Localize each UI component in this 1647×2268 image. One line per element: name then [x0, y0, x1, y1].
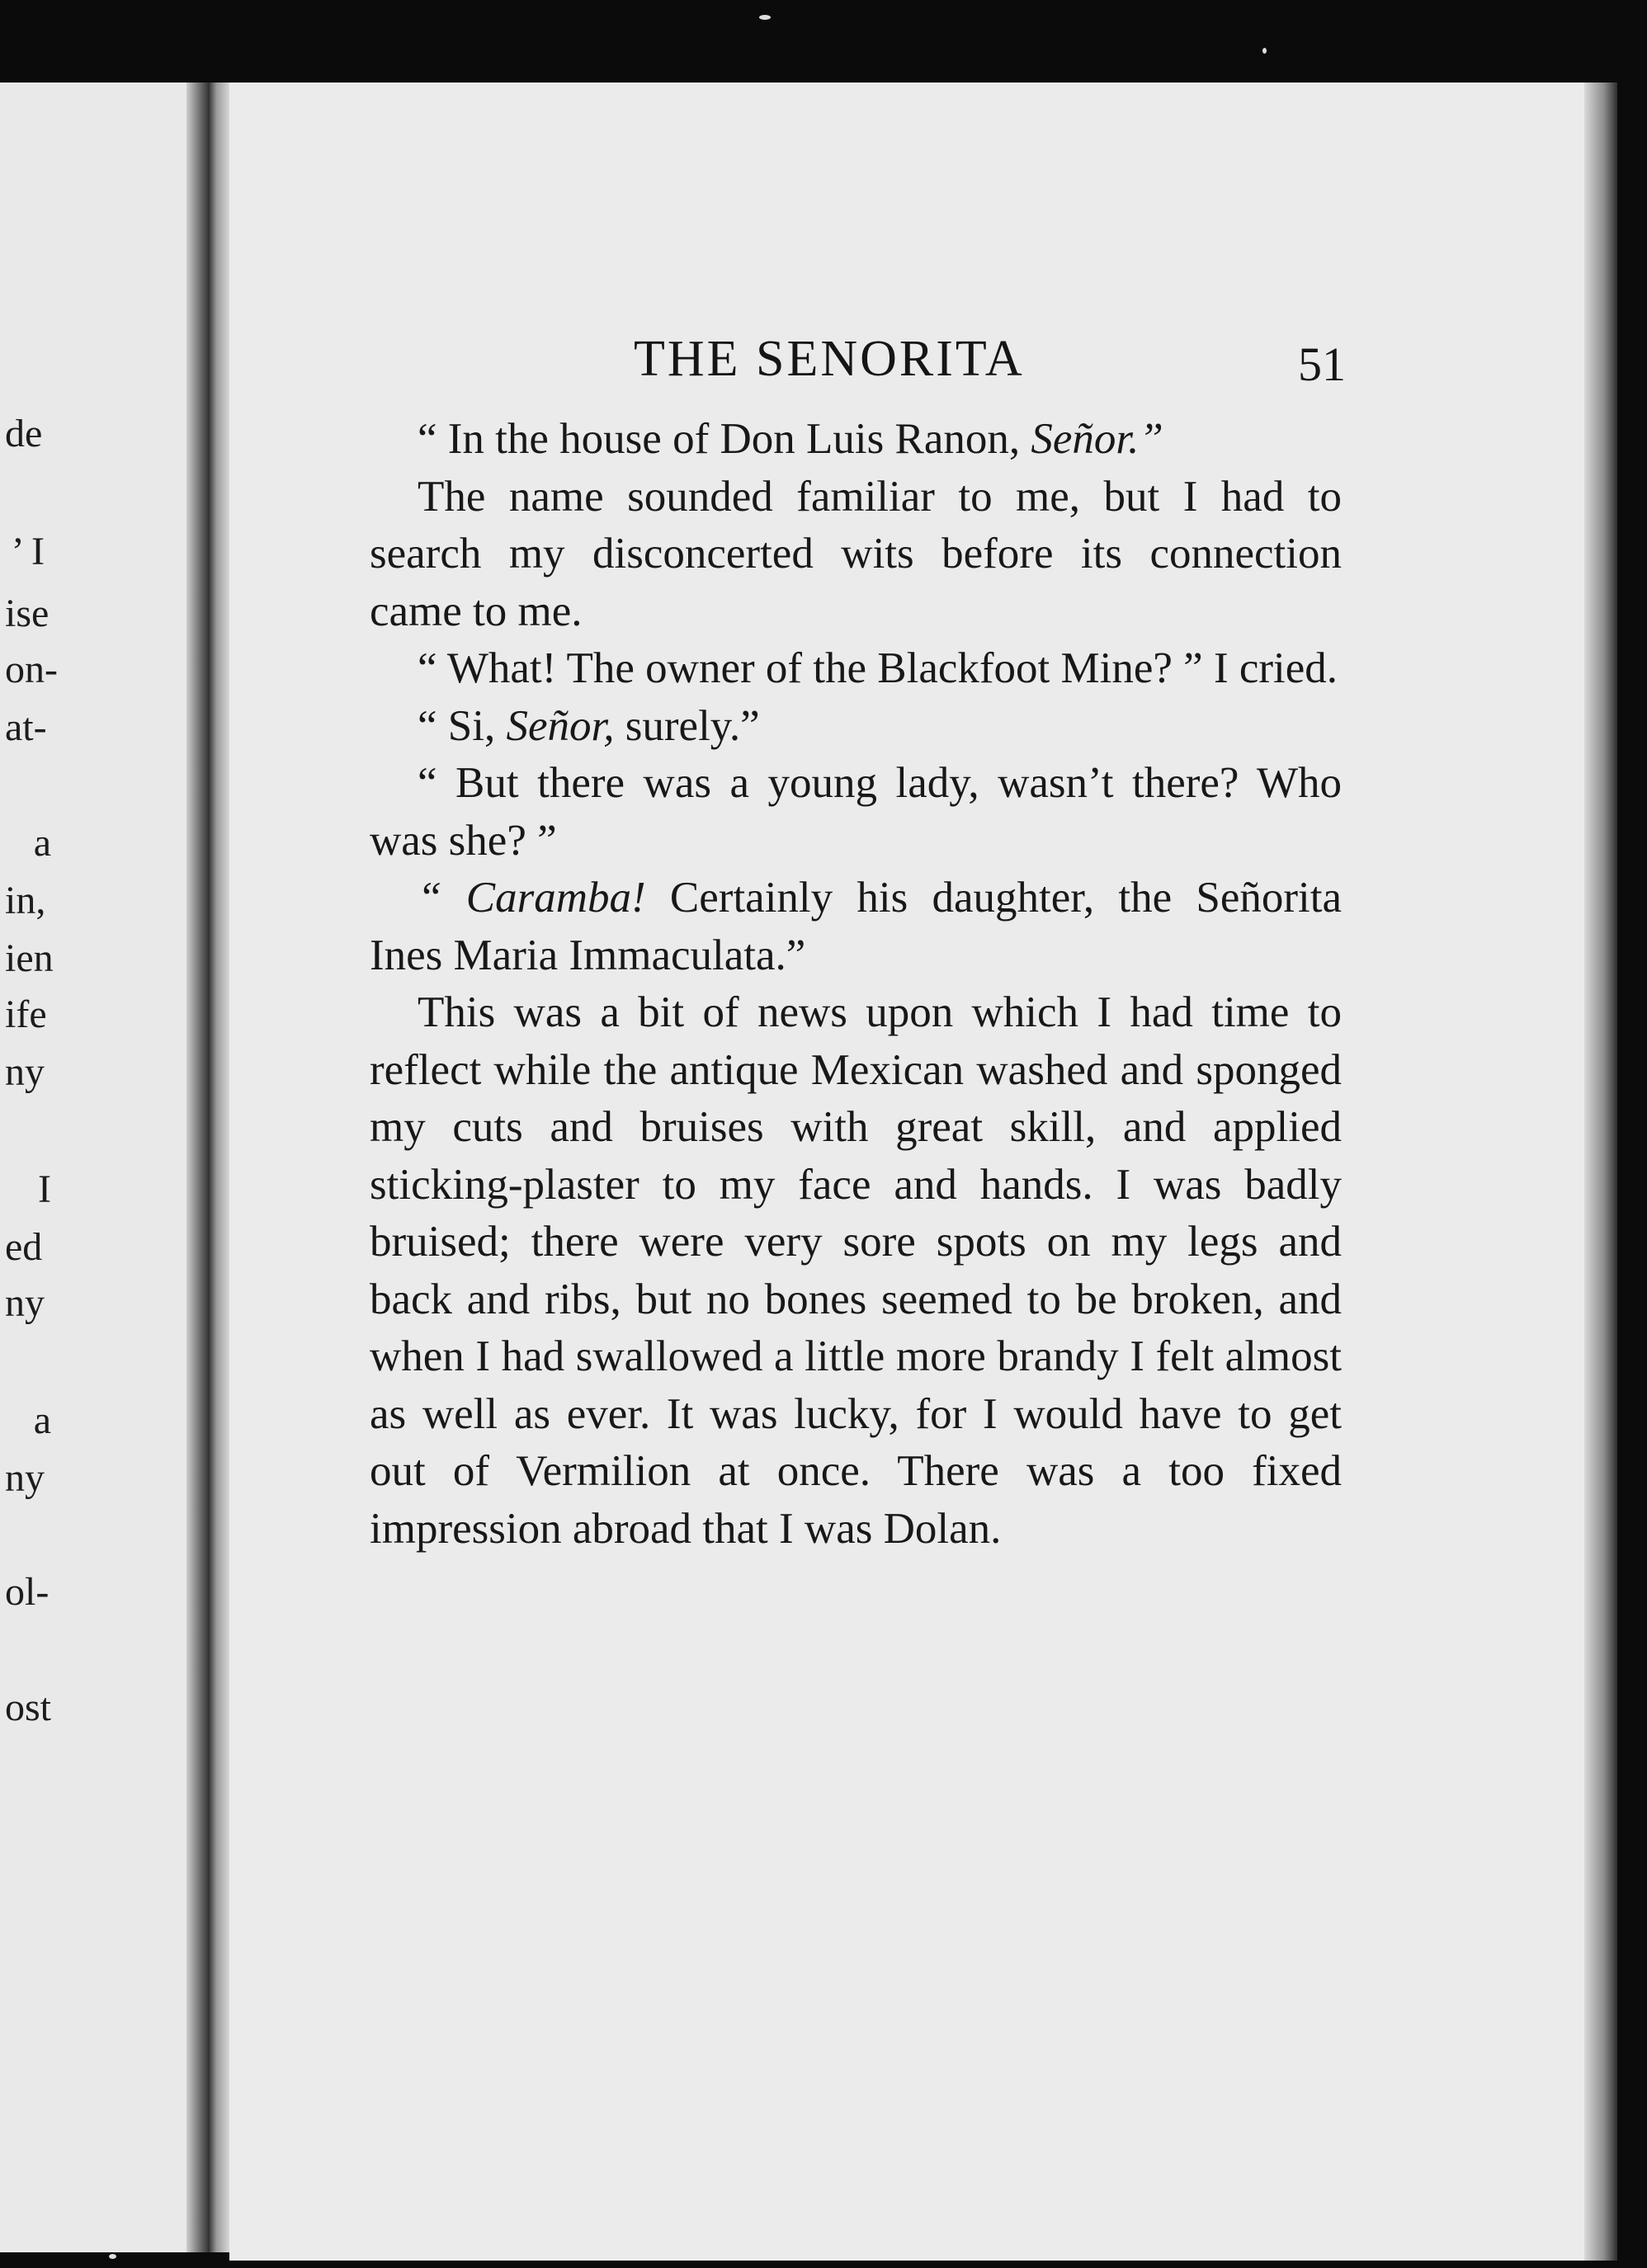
text-run: “ Si, — [418, 701, 507, 750]
body-text — [370, 411, 1342, 1558]
book-spine — [208, 83, 229, 2252]
running-head: THE SENORITA — [634, 331, 1025, 387]
left-page-fragment: on- — [5, 648, 58, 691]
left-page-fragment: a — [33, 821, 51, 865]
scan-speck — [1262, 48, 1267, 54]
paragraph: This was a bit of news upon which I had time to reflect while the antique Mexican washed and sponged my cuts and bruises with great skill, and applied sticking-plaster to my face and hands. I was badly bruised; there were very sore spots on my legs and back and ribs, but no bones seemed to be broken, and when I had swallowed a little more brandy I felt almost as well as ever. It was lucky, for I would have to get out of Vermilion at once. There was a too fixed impression abroad that I was Dolan. — [370, 988, 1342, 1553]
left-page-fragment: in, — [5, 879, 46, 922]
italic-text: “ Caramba! — [418, 874, 646, 922]
text-run: “ In the house of Don Luis Ranon, — [418, 415, 1031, 463]
text-run: Certainly his daughter, the Señorita Ines Maria Immaculata.” — [370, 874, 1342, 979]
left-page-fragment: ien — [5, 936, 54, 980]
paragraph: The name sounded familiar to me, but I had to search my disconcerted wits before its connection came to me. — [370, 472, 1342, 635]
left-page-gutter — [186, 83, 208, 2252]
left-page-fragment: ’ I — [11, 530, 45, 573]
left-page-fragment: I — [38, 1167, 51, 1211]
right-page-edge — [1584, 83, 1617, 2261]
left-page-fragment: ife — [5, 993, 47, 1036]
italic-text: Señor.” — [1031, 415, 1163, 463]
italic-text: Señor, — [506, 701, 615, 750]
left-page-fragment: ny — [5, 1050, 45, 1094]
right-page — [229, 83, 1617, 2261]
paragraph — [370, 870, 1342, 984]
left-page-fragment: ed — [5, 1225, 43, 1269]
left-page-fragment: at- — [5, 705, 47, 749]
left-page-fragment: ny — [5, 1281, 45, 1325]
left-page-fragment: ny — [5, 1456, 45, 1500]
left-page-fragment: de — [5, 412, 43, 455]
left-page-fragment: ise — [5, 592, 50, 635]
page-number: 51 — [1298, 337, 1346, 391]
paragraph — [370, 411, 1342, 469]
left-page-fragment: ost — [5, 1686, 52, 1729]
scan-speck — [759, 15, 771, 20]
paragraph: “ What! The owner of the Blackfoot Mine? ” I cried. — [418, 644, 1338, 692]
text-run: surely.” — [614, 701, 760, 750]
left-page-fragment: a — [33, 1398, 51, 1442]
paragraph — [370, 698, 1342, 756]
scan-speck — [109, 2254, 116, 2259]
left-page-fragment: ol- — [5, 1570, 50, 1614]
left-page — [0, 83, 208, 2252]
paragraph: “ But there was a young lady, wasn’t there? Who was she? ” — [370, 759, 1342, 865]
